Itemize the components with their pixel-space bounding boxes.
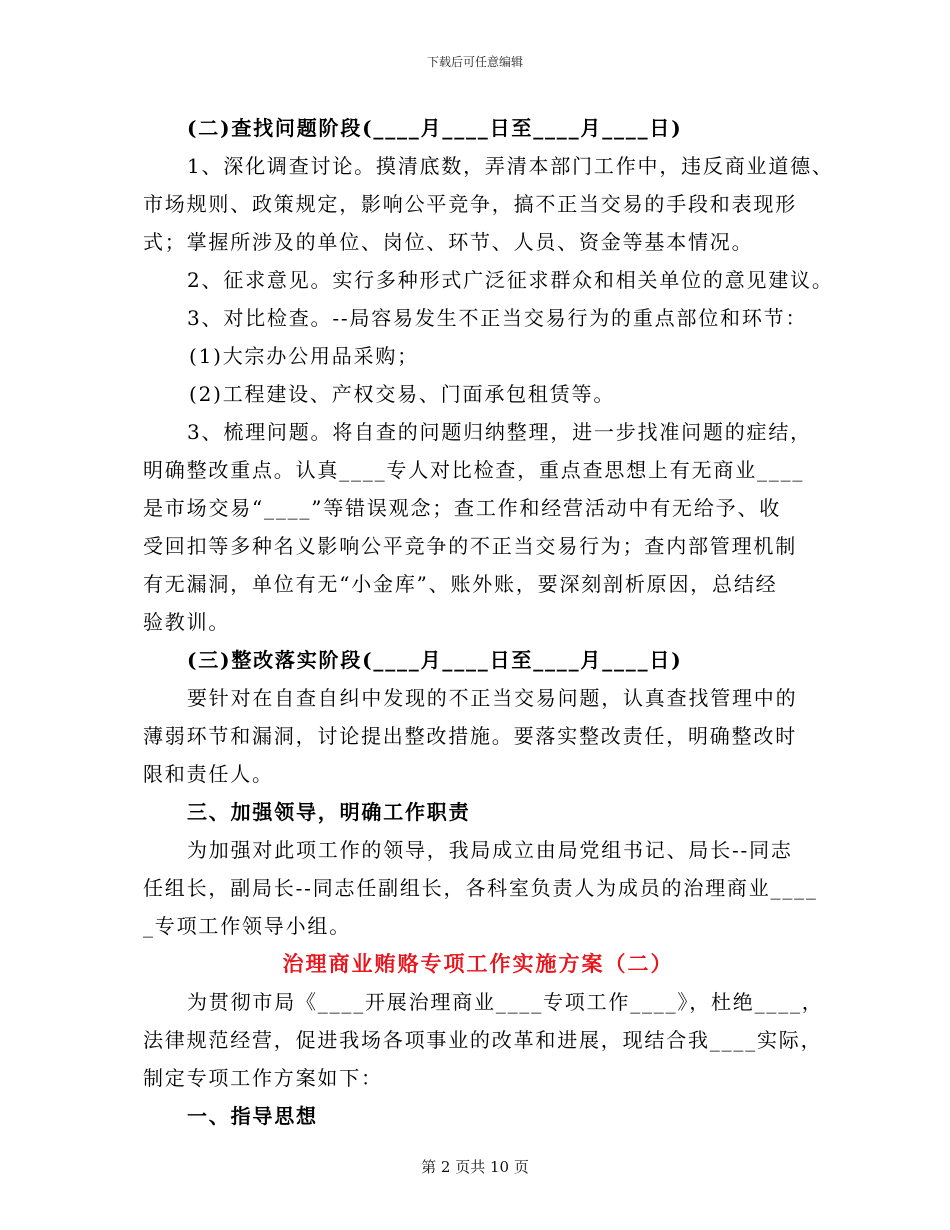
paragraph-line: 薄弱环节和漏洞，讨论提出整改措施。要落实整改责任，明确整改时 (143, 724, 797, 748)
paragraph-line: 3、梳理问题。将自查的问题归纳整理，进一步找准问题的症结， (187, 420, 812, 444)
paragraph-line: 验教训。 (143, 610, 231, 634)
section-heading: (二)查找问题阶段(____月____日至____月____日) (187, 116, 683, 140)
paragraph-line: 受回扣等多种名义影响公平竞争的不正当交易行为；查内部管理机制 (143, 534, 797, 558)
paragraph-line: 是市场交易“____”等错误观念；查工作和经营活动中有无给予、收 (143, 496, 782, 520)
paragraph-line: 市场规则、政策规定，影响公平竞争，搞不正当交易的手段和表现形 (143, 192, 797, 216)
paragraph-line: _专项工作领导小组。 (143, 914, 351, 938)
paragraph-line: 任组长，副局长--同志任副组长，各科室负责人为成员的治理商业____ (143, 876, 818, 900)
paragraph-line: 限和责任人。 (143, 762, 274, 786)
page-header: 下载后可任意编辑 (426, 55, 523, 69)
page-footer: 第 2 页共 10 页 (421, 1158, 529, 1176)
paragraph-line: 法律规范经营，促进我场各项事业的改革和进展，现结合我____实际， (143, 1028, 823, 1052)
document-title: 治理商业贿赂专项工作实施方案（二） (282, 951, 674, 976)
list-item: (1)大宗办公用品采购； (189, 344, 419, 368)
paragraph-line: 为加强对此项工作的领导，我局成立由局党组书记、局长--同志 (187, 838, 793, 862)
paragraph-line: 2、征求意见。实行多种形式广泛征求群众和相关单位的意见建议。 (187, 268, 834, 292)
section-heading: 一、指导思想 (187, 1104, 318, 1128)
paragraph-line: 式；掌握所涉及的单位、岗位、环节、人员、资金等基本情况。 (143, 230, 754, 254)
list-item: (2)工程建设、产权交易、门面承包租赁等。 (189, 382, 616, 406)
paragraph-line: 1、深化调查讨论。摸清底数，弄清本部门工作中，违反商业道德、 (187, 154, 834, 178)
paragraph-line: 3、对比检查。--局容易发生不正当交易行为的重点部位和环节： (187, 306, 808, 330)
section-heading: (三)整改落实阶段(____月____日至____月____日) (187, 648, 683, 672)
paragraph-line: 明确整改重点。认真____专人对比检查，重点查思想上有无商业____ (143, 458, 805, 482)
paragraph-line: 为贯彻市局《____开展治理商业____专项工作____》，杜绝____， (187, 990, 824, 1014)
section-heading: 三、加强领导，明确工作职责 (187, 800, 471, 824)
paragraph-line: 制定专项工作方案如下： (143, 1066, 383, 1090)
paragraph-line: 有无漏洞，单位有无“小金库”、账外账，要深刻剖析原因，总结经 (143, 572, 778, 596)
document-body (143, 109, 834, 1135)
paragraph-line: 要针对在自查自纠中发现的不正当交易问题，认真查找管理中的 (187, 686, 798, 710)
